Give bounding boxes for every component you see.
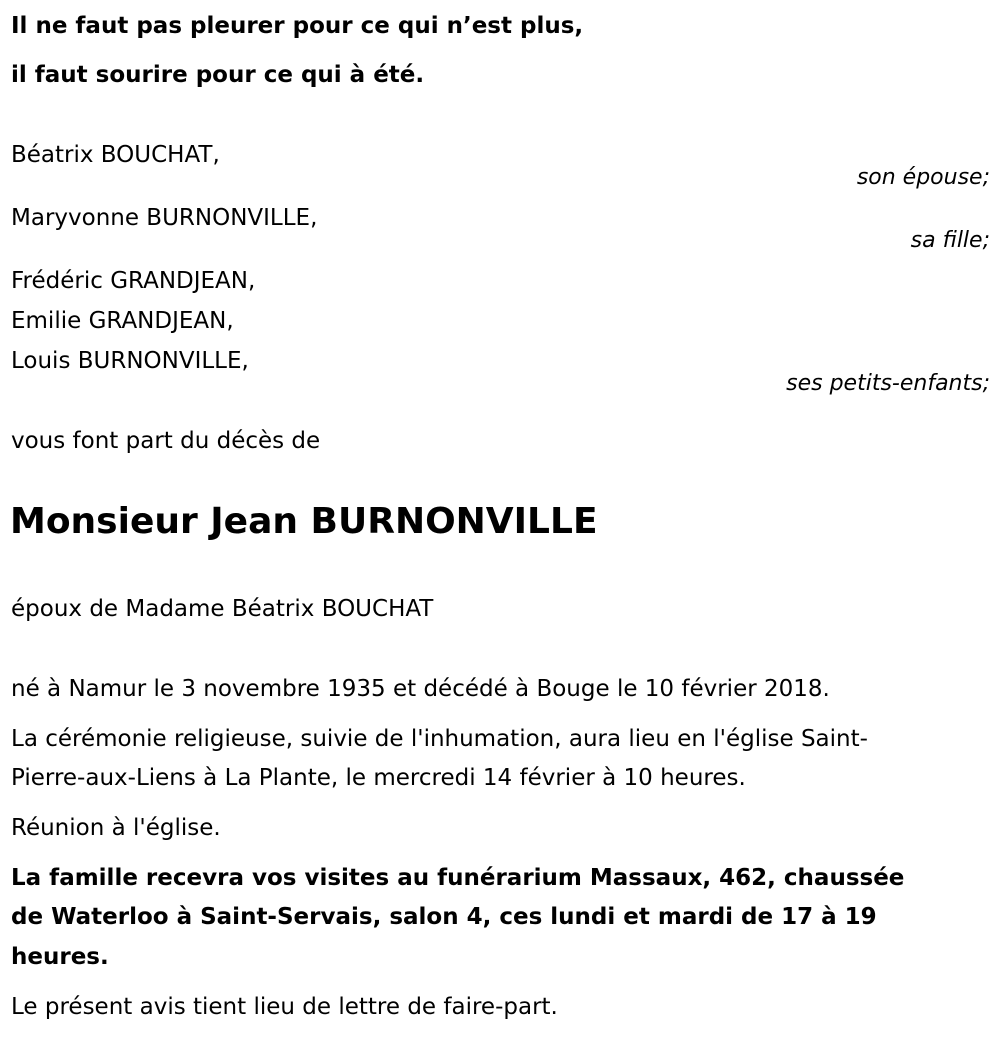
ceremony-line-2: Pierre-aux-Liens à La Plante, le mercredi 14 février à 10 heures. xyxy=(11,765,746,791)
deceased-name: Monsieur Jean BURNONVILLE xyxy=(10,501,598,542)
announce-intro: vous font part du décès de xyxy=(11,428,321,454)
grandchild-name: Louis BURNONVILLE, xyxy=(11,348,249,374)
meeting-line: Réunion à l'église. xyxy=(11,815,221,841)
visits-line-1: La famille recevra vos visites au funérarium Massaux, 462, chaussée xyxy=(11,865,905,891)
grandchildren-role: ses petits-enfants; xyxy=(786,371,990,396)
closing-line: Le présent avis tient lieu de lettre de faire-part. xyxy=(11,994,558,1020)
daughter-role: sa fille; xyxy=(910,228,990,253)
grandchild-name: Frédéric GRANDJEAN, xyxy=(11,268,256,294)
visits-line-3: heures. xyxy=(11,944,109,970)
ceremony-line-1: La cérémonie religieuse, suivie de l'inhumation, aura lieu en l'église Saint- xyxy=(11,726,868,752)
spouse-role: son épouse; xyxy=(856,165,990,190)
quote-line-1: Il ne faut pas pleurer pour ce qui n’est plus, xyxy=(11,13,584,39)
daughter-name: Maryvonne BURNONVILLE, xyxy=(11,205,318,231)
spouse-line: époux de Madame Béatrix BOUCHAT xyxy=(11,596,434,622)
birth-death-line: né à Namur le 3 novembre 1935 et décédé à Bouge le 10 février 2018. xyxy=(11,676,830,702)
spouse-name: Béatrix BOUCHAT, xyxy=(11,142,220,168)
visits-line-2: de Waterloo à Saint-Servais, salon 4, ces lundi et mardi de 17 à 19 xyxy=(11,904,877,930)
grandchild-name: Emilie GRANDJEAN, xyxy=(11,308,234,334)
quote-line-2: il faut sourire pour ce qui à été. xyxy=(11,62,425,88)
